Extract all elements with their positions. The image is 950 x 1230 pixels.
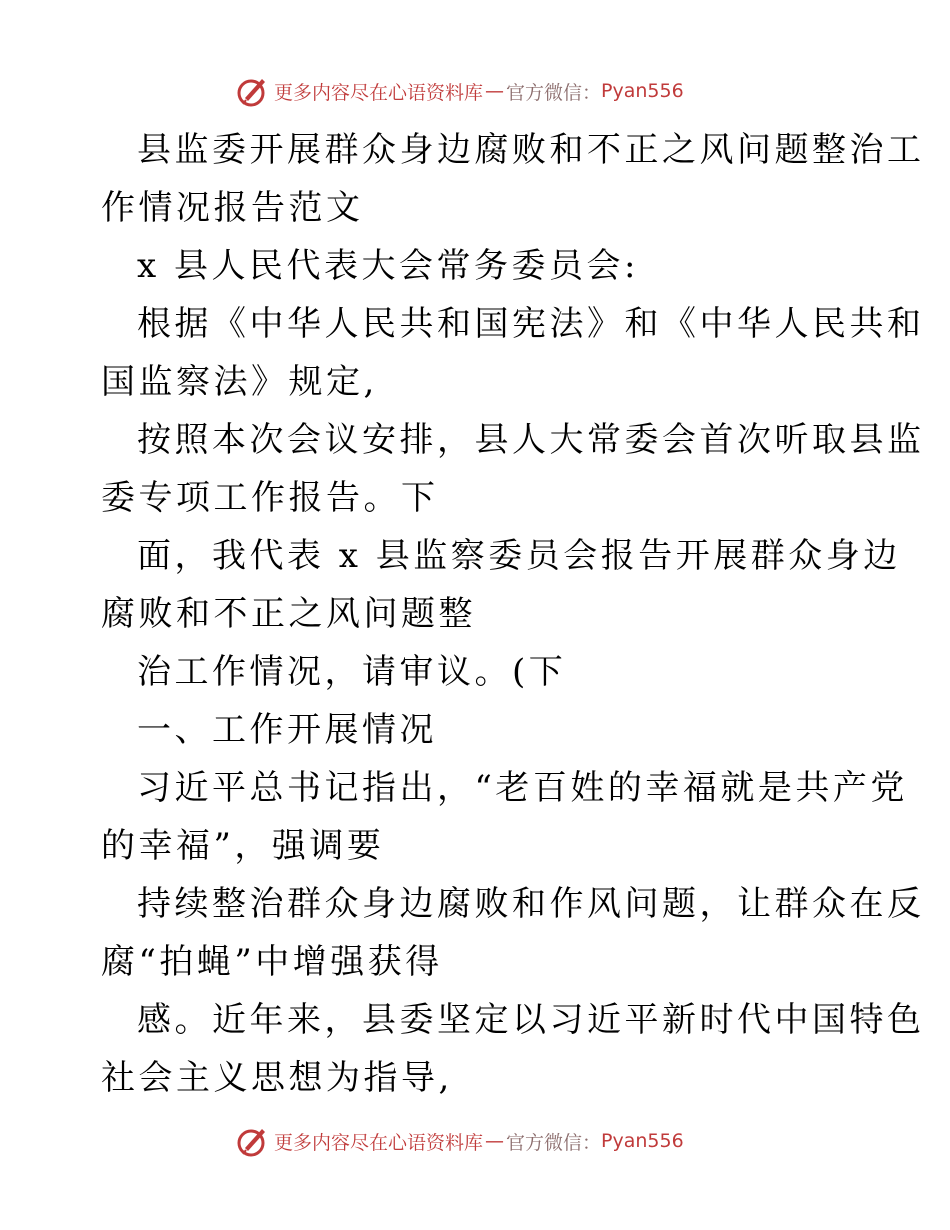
watermark-brand: 更多内容尽在心语资料库 — [274, 81, 484, 104]
paragraph-line: 腐败和不正之风问题整 — [101, 594, 476, 634]
paragraph-line: 按照本次会议安排，县人大常委会首次听取县监 — [137, 420, 925, 460]
section-heading: 一、工作开展情况 — [137, 710, 437, 750]
watermark-brand: 更多内容尽在心语资料库 — [274, 1131, 484, 1154]
paragraph-line: 根据《中华人民共和国宪法》和《中华人民共和 — [137, 304, 925, 344]
paragraph-line: 腐“拍蝇”中增强获得 — [101, 942, 443, 982]
paragraph-line: 治工作情况，请审议。(下 — [137, 652, 567, 692]
paragraph-line: 社会主义思想为指导, — [101, 1058, 453, 1098]
paragraph-line: 的幸福”，强调要 — [101, 826, 385, 866]
watermark-account: Pyan556 — [601, 80, 684, 102]
title-line-2: 作情况报告范文 — [101, 188, 364, 228]
paragraph-line: 持续整治群众身边腐败和作风问题，让群众在反 — [137, 884, 925, 924]
title-line-1: 县监委开展群众身边腐败和不正之风问题整治工 — [137, 130, 925, 170]
watermark-account: Pyan556 — [601, 1130, 684, 1152]
paragraph-line: 习近平总书记指出，“老百姓的幸福就是共产党 — [137, 768, 908, 808]
paragraph-line: 委专项工作报告。下 — [101, 478, 439, 518]
watermark-dash: — — [485, 1130, 505, 1152]
salutation: x 县人民代表大会常务委员会: — [137, 246, 639, 286]
paragraph-line: 感。近年来，县委坚定以习近平新时代中国特色 — [137, 1000, 925, 1040]
footer-watermark — [236, 1124, 684, 1158]
watermark-official-label: 官方微信： — [506, 81, 602, 104]
watermark-official-label: 官方微信： — [506, 1131, 602, 1154]
quill-circle-logo-icon — [236, 1124, 270, 1158]
paragraph-line: 面，我代表 x 县监察委员会报告开展群众身边 — [137, 536, 901, 576]
watermark-dash: — — [485, 80, 505, 102]
paragraph-line: 国监察法》规定, — [101, 362, 378, 402]
